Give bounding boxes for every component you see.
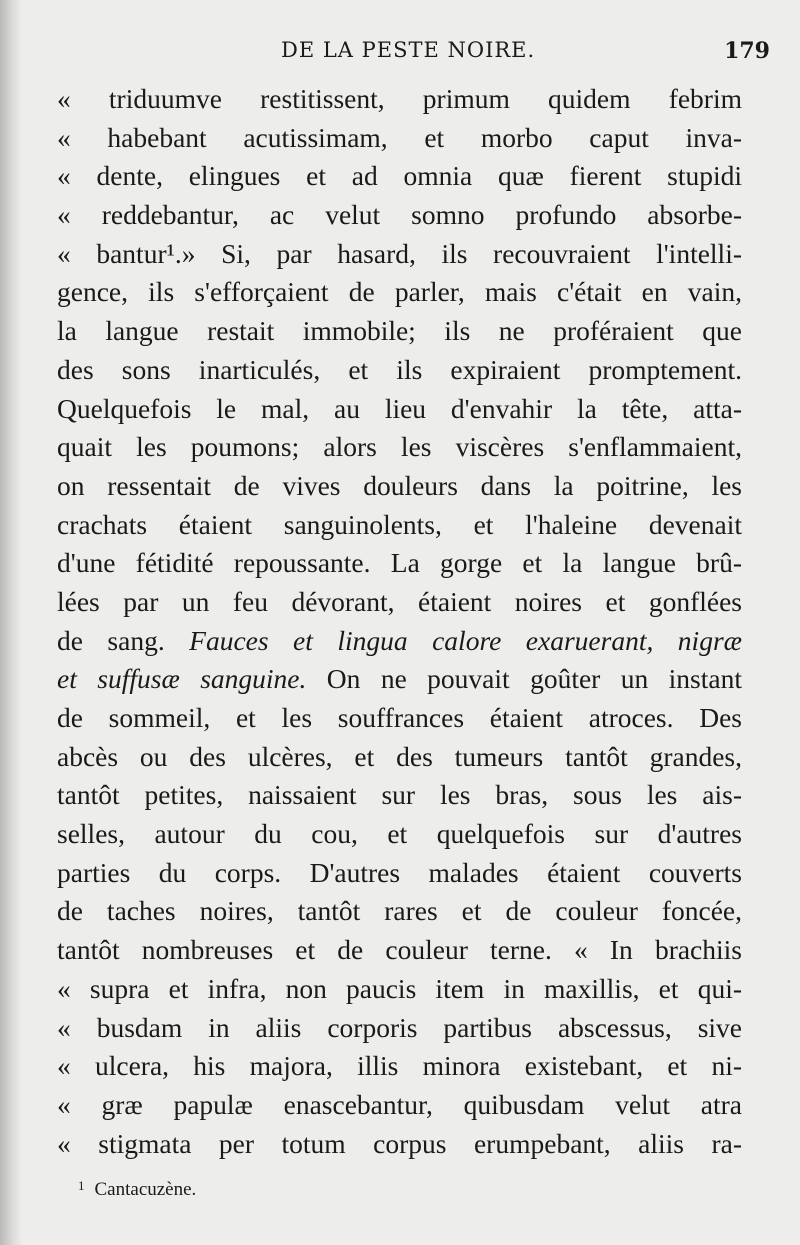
- text-line: des sons inarticulés, et ils expiraient promptement.: [57, 353, 742, 385]
- page-number: 179: [724, 38, 770, 64]
- text-line: selles, autour du cou, et quelquefois sur d'autres: [57, 818, 742, 850]
- page-header: [56, 38, 770, 70]
- text-line: « busdam in aliis corporis partibus abscessus, sive: [57, 1011, 742, 1043]
- text-line: « dente, elingues et ad omnia quæ fierent stupidi: [57, 160, 742, 192]
- text-line-italic-quote: [57, 660, 742, 699]
- latin-quote: et suffusæ sanguine.: [57, 663, 307, 695]
- text-line: la langue restait immobile; ils ne proféraient que: [57, 315, 742, 347]
- text-line: « triduumve restitissent, primum quidem febrim: [57, 83, 742, 114]
- body-text: [57, 80, 742, 1163]
- text-line: on ressentait de vives douleurs dans la poitrine, les: [57, 469, 742, 501]
- text-line: lées par un feu dévorant, étaient noires et gonflées: [57, 585, 742, 617]
- text-line: « habebant acutissimam, et morbo caput inva-: [57, 121, 742, 153]
- line-suffix: On ne pouvait goûter un instant: [306, 663, 742, 695]
- text-line: tantôt petites, naissaient sur les bras, sous les ais-: [57, 779, 742, 811]
- text-line: gence, ils s'efforçaient de parler, mais c'était en vain,: [57, 276, 742, 308]
- text-line: tantôt nombreuses et de couleur terne. « In brachiis: [57, 934, 742, 966]
- text-line: « bantur¹.» Si, par hasard, ils recouvraient l'intelli-: [57, 237, 742, 269]
- page-gutter-shadow: [0, 0, 22, 1245]
- text-line: d'une fétidité repoussante. La gorge et la langue brû-: [57, 547, 742, 579]
- text-line: crachats étaient sanguinolents, et l'haleine devenait: [57, 508, 742, 540]
- text-line: parties du corps. D'autres malades étaient couverts: [57, 856, 742, 888]
- text-line: « supra et infra, non paucis item in maxillis, et qui-: [57, 972, 742, 1004]
- text-line: abcès ou des ulcères, et des tumeurs tantôt grandes,: [57, 740, 742, 772]
- latin-quote: Fauces et lingua calore exaruerant, nigræ: [189, 624, 742, 656]
- text-line: de taches noires, tantôt rares et de couleur foncée,: [57, 895, 742, 927]
- running-head: DE LA PESTE NOIRE.: [281, 38, 536, 62]
- text-line: « reddebantur, ac velut somno profundo absorbe-: [57, 199, 742, 231]
- text-line: « græ papulæ enascebantur, quibusdam velut atra: [57, 1088, 742, 1120]
- text-line: quait les poumons; alors les viscères s'enflammaient,: [57, 431, 742, 463]
- text-line: « stigmata per totum corpus erumpebant, aliis ra-: [57, 1127, 742, 1159]
- footnote-text: Cantacuzène.: [94, 1179, 197, 1200]
- text-line-italic-quote: [57, 622, 742, 661]
- footnote: [78, 1178, 196, 1201]
- line-prefix: de sang.: [57, 624, 190, 656]
- text-line: « ulcera, his majora, illis minora existebant, et ni-: [57, 1050, 742, 1082]
- text-line: Quelquefois le mal, au lieu d'envahir la tête, atta-: [57, 392, 742, 424]
- footnote-marker: 1: [78, 1178, 85, 1193]
- text-line: de sommeil, et les souffrances étaient atroces. Des: [57, 702, 742, 733]
